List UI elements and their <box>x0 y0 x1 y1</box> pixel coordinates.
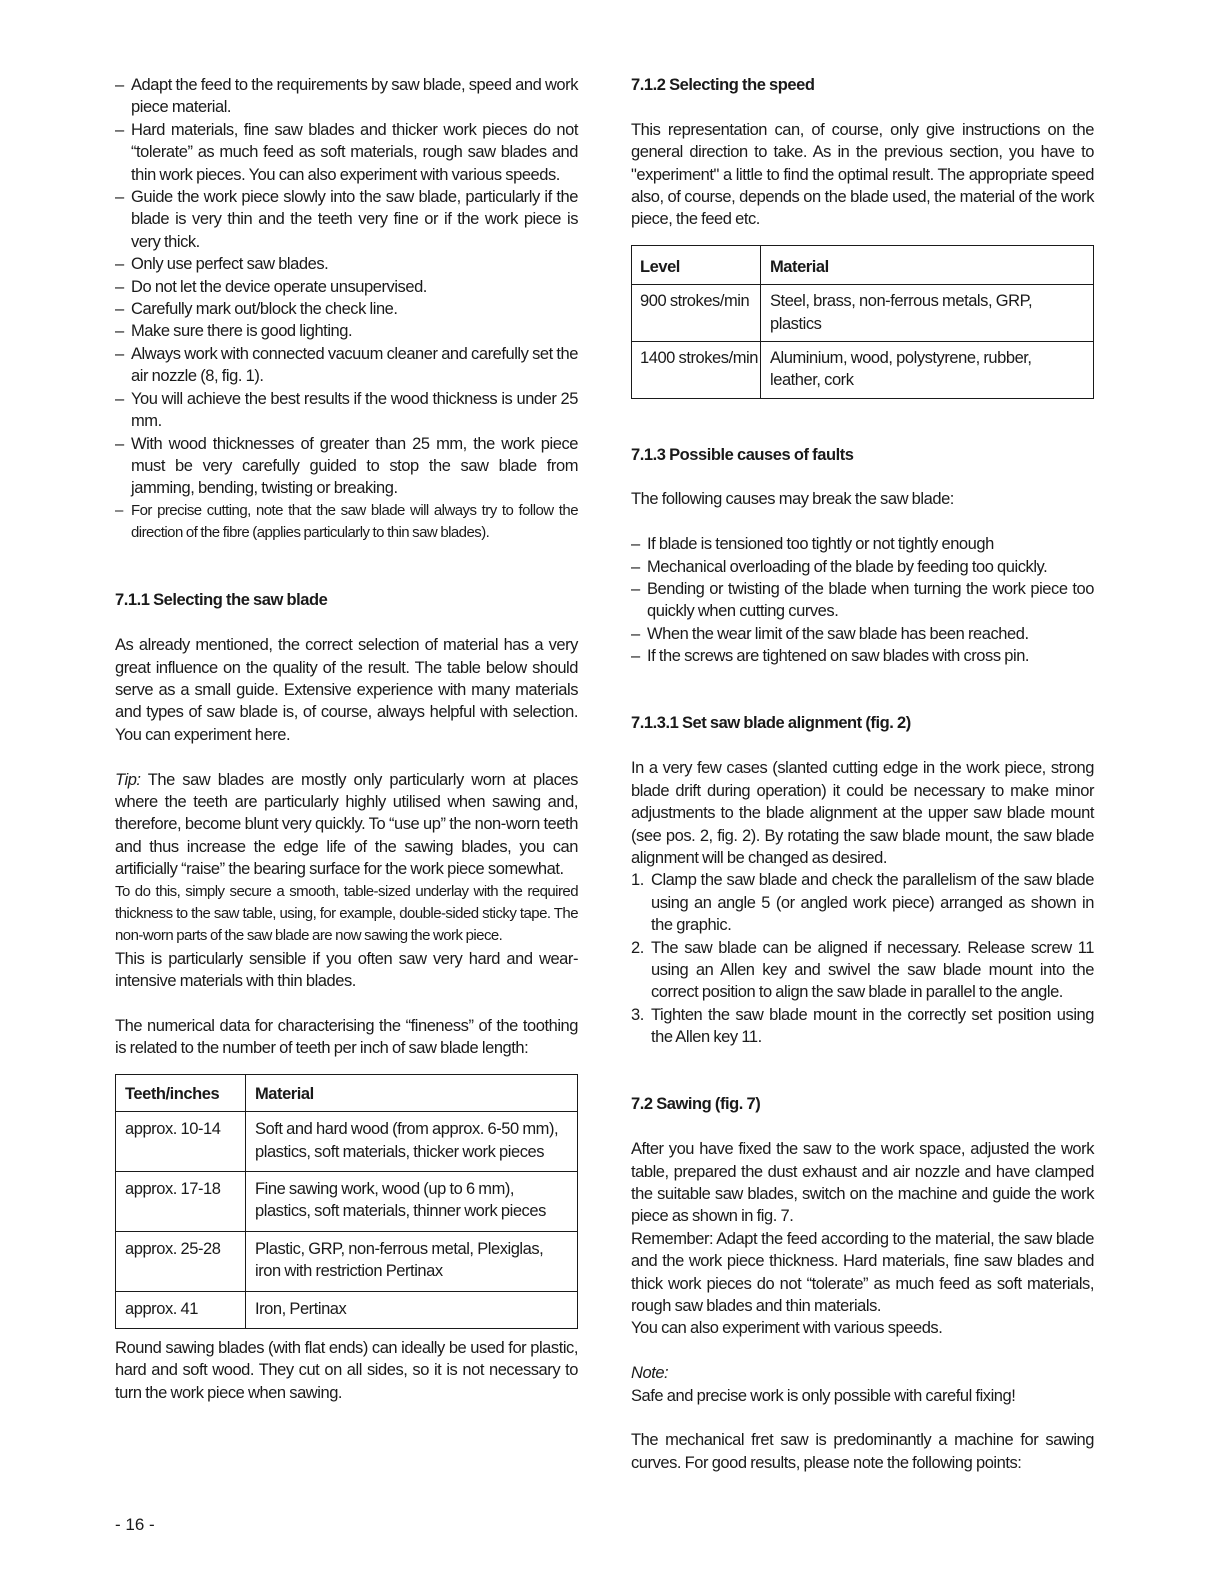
list-item: – Do not let the device operate unsupervised. <box>115 276 578 298</box>
table-cell: 1400 strokes/min <box>632 342 761 399</box>
paragraph-round-blades: Round sawing blades (with flat ends) can ideally be used for plastic, hard and soft wood. They cut on all sides, so it is not necessary to turn the work piece when sawing. <box>115 1339 578 1402</box>
table-cell: Steel, brass, non-ferrous metals, GRP, plastics <box>761 285 1094 342</box>
step-number: 1. <box>631 871 644 890</box>
heading-causes-of-faults: 7.1.3 Possible causes of faults <box>631 445 854 464</box>
list-item: – Bending or twisting of the blade when turning the work piece too quickly when cutting curves. <box>631 578 1094 623</box>
alignment-steps-list <box>631 869 1094 1048</box>
table-header-row <box>632 245 1094 284</box>
table-cell: Iron, Pertinax <box>246 1291 578 1328</box>
list-item: – Always work with connected vacuum cleaner and carefully set the air nozzle (8, fig. 1). <box>115 343 578 388</box>
heading-blade-alignment: 7.1.3.1 Set saw blade alignment (fig. 2) <box>631 714 911 733</box>
paragraph-faults-intro: The following causes may break the saw blade: <box>631 490 954 509</box>
column-header: Material <box>246 1074 578 1111</box>
table-header-row <box>116 1074 578 1111</box>
column-header: Teeth/inches <box>116 1074 246 1111</box>
speed-table <box>631 245 1094 399</box>
list-item: – If the screws are tightened on saw blades with cross pin. <box>631 645 1094 667</box>
list-item: – Only use perfect saw blades. <box>115 253 578 275</box>
list-item: – When the wear limit of the saw blade has been reached. <box>631 623 1094 645</box>
list-item: – Guide the work piece slowly into the saw blade, particularly if the blade is very thin and the teeth very fine or if the work piece is very thick. <box>115 186 578 253</box>
column-header: Material <box>761 245 1094 284</box>
paragraph-tip-underlay: To do this, simply secure a smooth, table-sized underlay with the required thickness to the saw table, using, for example, double-sided sticky tape. The non-worn parts of the saw blade are now sawing the work piece. <box>115 882 578 945</box>
teeth-table <box>115 1074 578 1329</box>
step-number: 3. <box>631 1005 644 1024</box>
paragraph-sawing: After you have fixed the saw to the work space, adjusted the work table, prepared the dust exhaust and air nozzle and have clamped the suitable saw blades, switch on the machine and guide the work piece as shown in fig. 7. <box>631 1140 1094 1226</box>
table-cell: approx. 25-28 <box>116 1231 246 1291</box>
table-cell: Soft and hard wood (from approx. 6-50 mm), plastics, soft materials, thicker work pieces <box>246 1112 578 1172</box>
left-column <box>115 74 578 1404</box>
heading-sawing: 7.2 Sawing (fig. 7) <box>631 1095 761 1114</box>
list-item: – Carefully mark out/block the check line. <box>115 298 578 320</box>
list-item <box>631 869 1094 936</box>
list-item: – With wood thicknesses of greater than 25 mm, the work piece must be very carefully guided to stop the saw blade from jamming, bending, twisting or breaking. <box>115 433 578 500</box>
table-cell: Plastic, GRP, non-ferrous metal, Plexiglas, iron with restriction Pertinax <box>246 1231 578 1291</box>
list-item: – Adapt the feed to the requirements by saw blade, speed and work piece material. <box>115 74 578 119</box>
table-row <box>632 285 1094 342</box>
list-item: – Hard materials, fine saw blades and thicker work pieces do not “tolerate” as much feed as soft materials, rough saw blades and thin work pieces. You can also experiment with various speeds. <box>115 119 578 186</box>
heading-selecting-saw-blade: 7.1.1 Selecting the saw blade <box>115 591 328 610</box>
table-row <box>116 1172 578 1232</box>
table-cell: Aluminium, wood, polystyrene, rubber, leather, cork <box>761 342 1094 399</box>
column-header: Level <box>632 245 761 284</box>
paragraph-selection: As already mentioned, the correct selection of material has a very great influence on the quality of the result. The table below should serve as a small guide. Extensive experience with many materials and types of saw blade is, of course, always helpful with selection. You can experiment here. <box>115 636 578 744</box>
tip-label: Tip: <box>115 770 141 789</box>
list-item: – You will achieve the best results if the wood thickness is under 25 mm. <box>115 388 578 433</box>
list-item: – Make sure there is good lighting. <box>115 320 578 342</box>
paragraph-alignment: In a very few cases (slanted cutting edge in the work piece, strong blade drift during operation) it could be necessary to make minor adjustments to the blade alignment at the upper saw blade mount (see pos. 2, fig. 2). By rotating the saw blade mount, the saw blade alignment will be changed as desired. <box>631 759 1094 867</box>
table-row <box>116 1112 578 1172</box>
list-item: – If blade is tensioned too tightly or not tightly enough <box>631 533 1094 555</box>
note-text: Safe and precise work is only possible with careful fixing! <box>631 1386 1016 1405</box>
table-row <box>116 1291 578 1328</box>
tip-text: The saw blades are mostly only particularly worn at places where the teeth are particularly highly utilised when sawing and, therefore, become blunt very quickly. To “use up” the non-worn teeth and thus increase the edge life of the sawing blades, you can artificially “raise” the bearing surface for the work piece somewhat. <box>115 770 578 879</box>
right-column <box>631 74 1094 1474</box>
table-row <box>632 342 1094 399</box>
paragraph-curves: The mechanical fret saw is predominantly a machine for sawing curves. For good results, please note the following points: <box>631 1431 1094 1472</box>
step-number: 2. <box>631 938 644 957</box>
list-item: – Mechanical overloading of the blade by feeding too quickly. <box>631 556 1094 578</box>
paragraph-remember: Remember: Adapt the feed according to the material, the saw blade and the work piece thickness. Hard materials, fine saw blades and thick work pieces do not “tolerate” as much feed as soft materials, rough saw blades and thin materials. <box>631 1229 1094 1315</box>
step-text: Clamp the saw blade and check the parallelism of the saw blade using an angle 5 (or angled work piece) arranged as shown in the graphic. <box>651 871 1094 935</box>
paragraph-speed: This representation can, of course, only give instructions on the general direction to take. As in the previous section, you have to "experiment" a little to find the optimal result. The appropriate speed also, of course, depends on the blade used, the material of the work piece, the feed etc. <box>631 120 1094 229</box>
list-item <box>631 937 1094 1004</box>
table-cell: approx. 41 <box>116 1291 246 1328</box>
faults-list <box>631 533 1094 667</box>
feed-guidelines-list <box>115 74 578 545</box>
table-cell: approx. 17-18 <box>116 1172 246 1232</box>
list-item <box>631 1004 1094 1049</box>
table-cell: approx. 10-14 <box>116 1112 246 1172</box>
paragraph-numerical-data: The numerical data for characterising the “fineness” of the toothing is related to the number of teeth per inch of saw blade length: <box>115 1017 578 1058</box>
table-cell: 900 strokes/min <box>632 285 761 342</box>
note-label: Note: <box>631 1364 669 1383</box>
step-text: The saw blade can be aligned if necessary. Release screw 11 using an Allen key and swivel the saw blade mount into the correct position to align the saw blade in parallel to the angle. <box>651 938 1094 1002</box>
heading-selecting-speed: 7.1.2 Selecting the speed <box>631 76 815 94</box>
paragraph-experiment: You can also experiment with various speeds. <box>631 1319 943 1338</box>
page-number: - 16 - <box>115 1515 155 1534</box>
paragraph-tip <box>115 769 578 881</box>
table-cell: Fine sawing work, wood (up to 6 mm), plastics, soft materials, thinner work pieces <box>246 1172 578 1232</box>
list-item: – For precise cutting, note that the saw blade will always try to follow the direction of the fibre (applies particularly to thin saw blades). <box>115 500 578 545</box>
table-row <box>116 1231 578 1291</box>
step-text: Tighten the saw blade mount in the correctly set position using the Allen key 11. <box>651 1005 1094 1047</box>
paragraph-tip-sensible: This is particularly sensible if you often saw very hard and wear-intensive materials with thin blades. <box>115 949 578 991</box>
